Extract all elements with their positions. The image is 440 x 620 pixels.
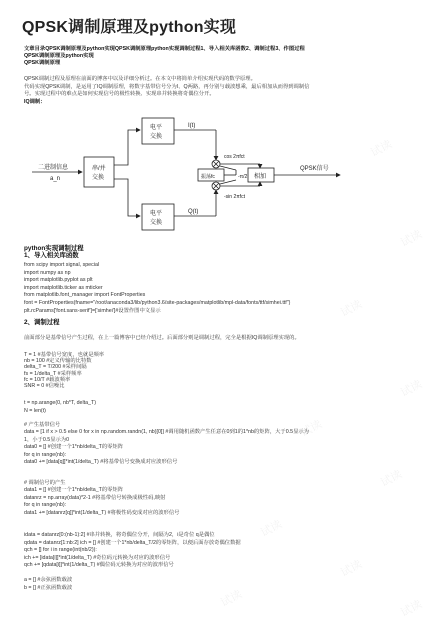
i-signal-label: I(t) bbox=[188, 123, 196, 129]
code-line: b = [] #正弦函数载波 bbox=[24, 585, 73, 592]
phase-label: -π/2 bbox=[238, 174, 248, 180]
toc-item-2: QPSK调制原理 bbox=[24, 60, 61, 66]
code-line: data0 = [] #创建一个1*nb/delta_T的零矩阵 bbox=[24, 444, 124, 451]
iq-modulation-diagram bbox=[28, 112, 348, 247]
code-line: qch += [qdata[i]]*int(1/delta_T) #偶位码元转换为对应的波形信号 bbox=[24, 562, 174, 569]
code-line: import matplotlib.ticker as mticker bbox=[24, 284, 103, 291]
code-line: for q in range(nb): bbox=[24, 502, 67, 509]
section-heading: python实现调制过程 bbox=[24, 245, 84, 252]
modulation-description: 前面部分是基带信号产生过程，在上一篇博客中已经介绍过。后面部分则是调制过程，完全是根据IQ调制原理实现的。 bbox=[24, 335, 300, 341]
top-branch-line bbox=[114, 130, 140, 165]
input-label: 二进制信息 bbox=[38, 165, 69, 171]
watermark-text: 试读 bbox=[218, 587, 244, 610]
code-line: data = [1 if x > 0.5 else 0 for x in np.random.randn(1, nb)[0]] #调用随机函数产生任意在0到1的1*nb的矩阵，大于0.5显示为 bbox=[24, 429, 309, 436]
watermark-text: 试读 bbox=[378, 467, 404, 490]
sin-label: -sin 2πfct bbox=[224, 194, 245, 200]
intro-paragraph-1: QPSK调制过程及原理在前面的博客中以及详细分析过。在本文中将简单介绍实现代码的数学原理。 bbox=[24, 76, 256, 82]
sp-label-2: 交换 bbox=[92, 175, 105, 181]
code-line: import matplotlib.pyplot as plt bbox=[24, 277, 93, 284]
code-line: font = FontProperties(fname="/root/anaconda3/lib/python3.6/site-packages/matplotlib/mpl-data/fonts/ttf/simhei.ttf") bbox=[24, 300, 291, 306]
sp-label-1: 串/并 bbox=[92, 166, 106, 172]
sum-label: 相加 bbox=[254, 174, 267, 180]
output-label: QPSK信号 bbox=[300, 166, 329, 172]
subsection-1-heading: 1、导入相关库函数 bbox=[24, 252, 79, 259]
code-line: # 调制信号的产生 bbox=[24, 480, 66, 486]
code-line: ich += [idata[i]]*int(1/delta_T) #奇位码元转换为对应的波形信号 bbox=[24, 554, 171, 561]
code-line: nb = 100 #定义传输的比特数 bbox=[24, 358, 92, 365]
code-line: data1 += [datanrz[q]]*int(1/delta_T) #将极性码变成对应的波形信号 bbox=[24, 509, 180, 516]
code-line: a = [] #余弦函数载波 bbox=[24, 577, 73, 583]
watermark-text: 试读 bbox=[398, 597, 424, 620]
intro-paragraph-2a: 代码实现QPSK调制，是运用了IQ调制原理，将数字基带信号分为I、Q两路，再分别与载波想乘，最后相加从而得到调制信 bbox=[24, 84, 310, 90]
watermark-text: 试读 bbox=[258, 517, 284, 540]
code-line: qdata = datanrz[1:nb:2] ich = [] #创建一个1*nb/delta_T/2的零矩阵，以便后面存放奇偶位数据 bbox=[24, 539, 241, 546]
bottom-branch-line bbox=[114, 179, 140, 216]
code-line: from matplotlib.font_manager import FontProperties bbox=[24, 292, 146, 299]
top-box-label-2: 交换 bbox=[150, 134, 163, 140]
code-line: SNR = 0 #信噪比 bbox=[24, 383, 65, 389]
bottom-box-label-1: 电平 bbox=[150, 211, 163, 217]
code-line: T = 1 #基带信号宽度，也就是频率 bbox=[24, 352, 105, 358]
top-level-box bbox=[142, 118, 174, 144]
toc-line: 文章目录QPSK调制原理及python实现QPSK调制原理python实现调制过程1、导入相关库函数2、调制过程3、作图过程 bbox=[24, 46, 305, 52]
code-line: import numpy as np bbox=[24, 269, 71, 276]
code-line: data0 += [data[q]]*int(1/delta_T) #将基带信号变换成对应波形信号 bbox=[24, 459, 178, 465]
top-box-label-1: 电平 bbox=[150, 125, 163, 131]
code-line: # 产生基带信号 bbox=[24, 422, 61, 428]
watermark-text: 试读 bbox=[298, 417, 324, 440]
page-title: QPSK调制原理及python实现 bbox=[22, 19, 237, 36]
watermark-text: 试读 bbox=[338, 297, 364, 320]
code-line: qch = [] for i in range(int(nb/2)): bbox=[24, 547, 97, 554]
oscillator-label: 振荡fc bbox=[201, 174, 215, 180]
watermark-text: 试读 bbox=[398, 377, 424, 400]
watermark-text: 试读 bbox=[338, 557, 364, 580]
code-line: for q in range(nb): bbox=[24, 451, 67, 458]
code-line: fs = 1/delta_T #采样频率 bbox=[24, 370, 82, 377]
code-line: N = len(t) bbox=[24, 408, 46, 414]
watermark-text: 试读 bbox=[398, 227, 424, 250]
code-line: t = np.arange(0, nb*T, delta_T) bbox=[24, 400, 96, 406]
code-line: fc = 10/T #载波频率 bbox=[24, 376, 71, 383]
code-line: idata = datanrz[0:(nb-1):2] #串并转换，将奇偶位分开，间隔为2，i是奇位 q是偶位 bbox=[24, 532, 215, 538]
code-line: from scipy import signal, special bbox=[24, 262, 100, 268]
watermark-text: 试读 bbox=[368, 137, 394, 160]
intro-paragraph-2b: 号。实现过程中的难点是如何实现信号的极性转换、实现串并转换将奇偶位分开。 bbox=[24, 91, 215, 97]
toc-item-1: QPSK调制原理及python实现 bbox=[24, 53, 94, 59]
serial-parallel-box bbox=[84, 157, 114, 187]
code-line: data1 = [] #创建一个1*nb/delta_T的零矩阵 bbox=[24, 487, 124, 494]
bottom-box-label-2: 交换 bbox=[150, 220, 163, 226]
code-line: plt.rcParams['font.sans-serif']=['simhei']#设置作图中文显示 bbox=[24, 307, 161, 314]
cos-label: cos 2πfct bbox=[224, 154, 245, 160]
iq-label: IQ调制： bbox=[24, 99, 46, 105]
code-line: 1，小于0.5显示为0 bbox=[24, 436, 70, 443]
code-line: delta_T = T/200 #采样间隔 bbox=[24, 364, 87, 371]
q-signal-label: Q(t) bbox=[188, 209, 199, 215]
subsection-2-heading: 2、调制过程 bbox=[24, 319, 60, 326]
code-line: datanrz = np.array(data)*2-1 #将基带信号转换成极性码,映射 bbox=[24, 494, 166, 501]
bottom-level-box bbox=[142, 204, 174, 230]
input-sub-label: a_n bbox=[50, 176, 61, 182]
